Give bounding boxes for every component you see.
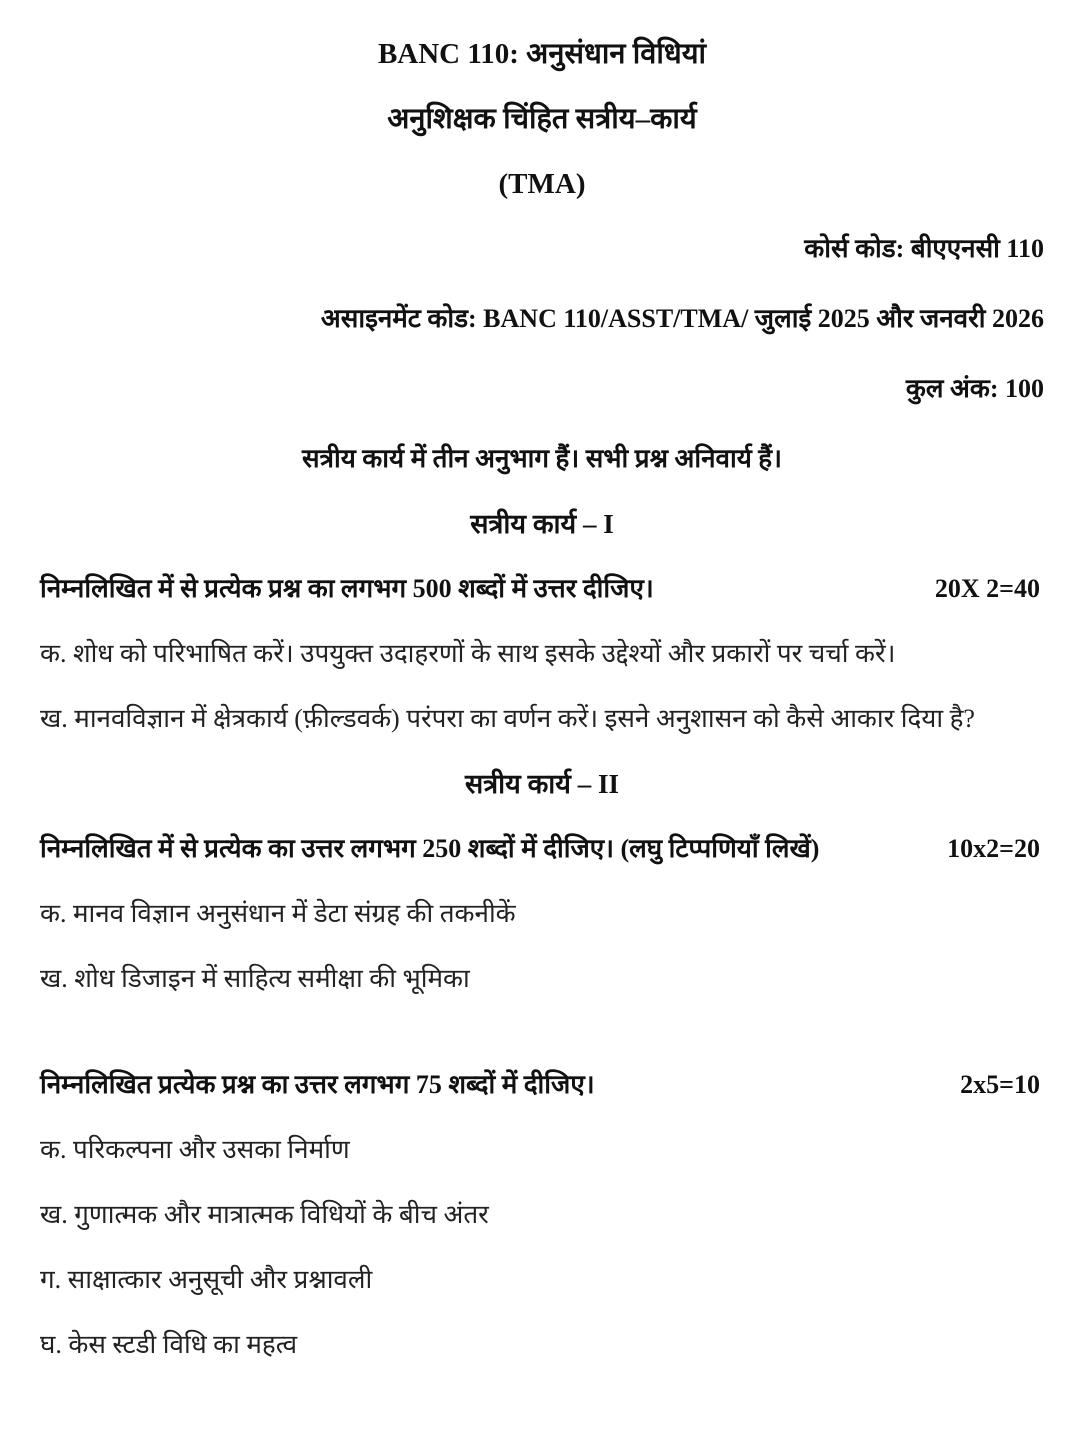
section-3-question-ga: ग. साक्षात्कार अनुसूची और प्रश्नावली [40, 1265, 373, 1294]
section-3-question-gha: घ. केस स्टडी विधि का महत्व [40, 1330, 298, 1359]
section-2-question-ka: क. मानव विज्ञान अनुसंधान में डेटा संग्रह की तकनीकें [40, 899, 516, 928]
section-3-question-ka: क. परिकल्पना और उसका निर्माण [40, 1135, 350, 1164]
section-2-instruction-row [40, 831, 1044, 867]
course-title: BANC 110: अनुसंधान विधियां [377, 38, 707, 70]
assignment-subtitle: अनुशिक्षक चिंहित सत्रीय–कार्य [387, 103, 697, 135]
section-3-marks: 2x5=10 [960, 1070, 1040, 1099]
section-1-instruction-row [40, 571, 1044, 607]
assignment-code: असाइनमेंट कोड: BANC 110/ASST/TMA/ जुलाई 2025 और जनवरी 2026 [320, 304, 1044, 333]
section-2-question-kha: ख. शोध डिजाइन में साहित्य समीक्षा की भूमिका [40, 964, 470, 993]
section-3-instruction: निम्नलिखित प्रत्येक प्रश्न का उत्तर लगभग 75 शब्दों में दीजिए। [40, 1070, 595, 1099]
section-1-instruction: निम्नलिखित में से प्रत्येक प्रश्न का लगभग 500 शब्दों में उत्तर दीजिए। [40, 574, 654, 603]
section-1-marks: 20X 2=40 [934, 574, 1040, 603]
section-2-instruction: निम्नलिखित में से प्रत्येक का उत्तर लगभग 250 शब्दों में दीजिए। (लघु टिप्पणियाँ लिखें) [40, 834, 820, 863]
total-marks: कुल अंक: 100 [905, 374, 1044, 403]
section-2-heading: सत्रीय कार्य – II [465, 769, 619, 799]
section-1-question-ka: क. शोध को परिभाषित करें। उपयुक्त उदाहरणों के साथ इसके उद्देश्यों और प्रकारों पर चर्चा करें। [40, 639, 896, 668]
section-3-question-kha: ख. गुणात्मक और मात्रात्मक विधियों के बीच अंतर [40, 1200, 489, 1229]
section-2-marks: 10x2=20 [947, 834, 1040, 863]
general-note: सत्रीय कार्य में तीन अनुभाग हैं। सभी प्रश्न अनिवार्य हैं। [302, 444, 782, 473]
section-3-instruction-row [40, 1067, 1044, 1103]
course-code: कोर्स कोड: बीएएनसी 110 [804, 234, 1044, 263]
section-1-heading: सत्रीय कार्य – I [470, 509, 614, 539]
tma-label: (TMA) [498, 168, 586, 200]
section-1-question-kha: ख. मानवविज्ञान में क्षेत्रकार्य (फ़ील्डवर्क) परंपरा का वर्णन करें। इसने अनुशासन को कैसे आकार दिया है? [40, 704, 975, 733]
